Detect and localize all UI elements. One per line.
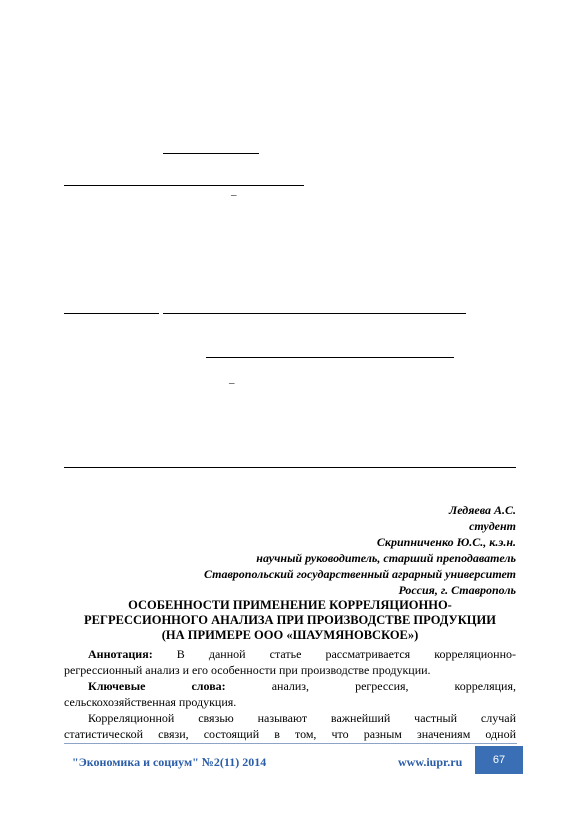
- keywords-label-1: Ключевые: [88, 679, 146, 693]
- header-rule-4: [163, 313, 466, 314]
- keywords-label-2: слова:: [191, 679, 226, 693]
- footer-url[interactable]: www.iupr.ru: [398, 755, 463, 769]
- abstract-label: Аннотация:: [88, 647, 153, 661]
- abstract-line-2: регрессионный анализ и его особенности при производстве продукции.: [64, 663, 431, 677]
- header-dash-2: –: [229, 377, 235, 389]
- header-rule-5: [206, 357, 454, 358]
- keyword-2: регрессия,: [355, 679, 409, 693]
- body-text: [64, 710, 516, 742]
- author-role-2: научный руководитель, старший преподаватель: [256, 551, 516, 565]
- keywords: [64, 678, 516, 710]
- body-line-2: статистической связи, состоящий в том, что разным значениям одной: [64, 727, 516, 741]
- body-line-1: Корреляционной связью называют важнейший частный случай: [88, 711, 516, 725]
- author-role-1: студент: [469, 519, 516, 533]
- header-rule-3: [64, 313, 159, 314]
- author-name-2: Скрипниченко Ю.С., к.э.н.: [376, 535, 516, 549]
- title-line-1: ОСОБЕННОСТИ ПРИМЕНЕНИЕ КОРРЕЛЯЦИОННО-: [128, 598, 452, 612]
- keywords-line-1: [64, 678, 516, 694]
- abstract-line-1: [64, 646, 516, 662]
- keyword-1: анализ,: [271, 679, 310, 693]
- title-line-2: РЕГРЕССИОННОГО АНАЛИЗА ПРИ ПРОИЗВОДСТВЕ ПРОДУКЦИИ: [84, 613, 496, 627]
- author-affiliation: Ставропольский государственный аграрный университет: [203, 567, 516, 581]
- header-rule-6: [64, 467, 516, 468]
- page-number: 67: [492, 754, 506, 766]
- header-dash-1: –: [231, 189, 237, 201]
- author-location: Россия, г. Ставрополь: [398, 583, 516, 597]
- header-rule-2: [64, 185, 304, 186]
- keywords-line-2: сельскохозяйственная продукция.: [64, 695, 237, 709]
- keyword-3: корреляция,: [454, 679, 516, 693]
- abstract: [64, 646, 516, 678]
- page-number-badge: [475, 746, 523, 774]
- author-name-1: Ледяева А.С.: [448, 503, 516, 517]
- article-title: [64, 598, 516, 643]
- footer-journal: "Экономика и социум" №2(11) 2014: [72, 755, 267, 769]
- abstract-text-1: В данной статье рассматривается корреляционно-: [176, 647, 516, 661]
- header-rule-1: [163, 153, 259, 154]
- title-line-3: (НА ПРИМЕРЕ ООО «ШАУМЯНОВСКОЕ»): [161, 628, 419, 642]
- footer-rule: [64, 743, 517, 744]
